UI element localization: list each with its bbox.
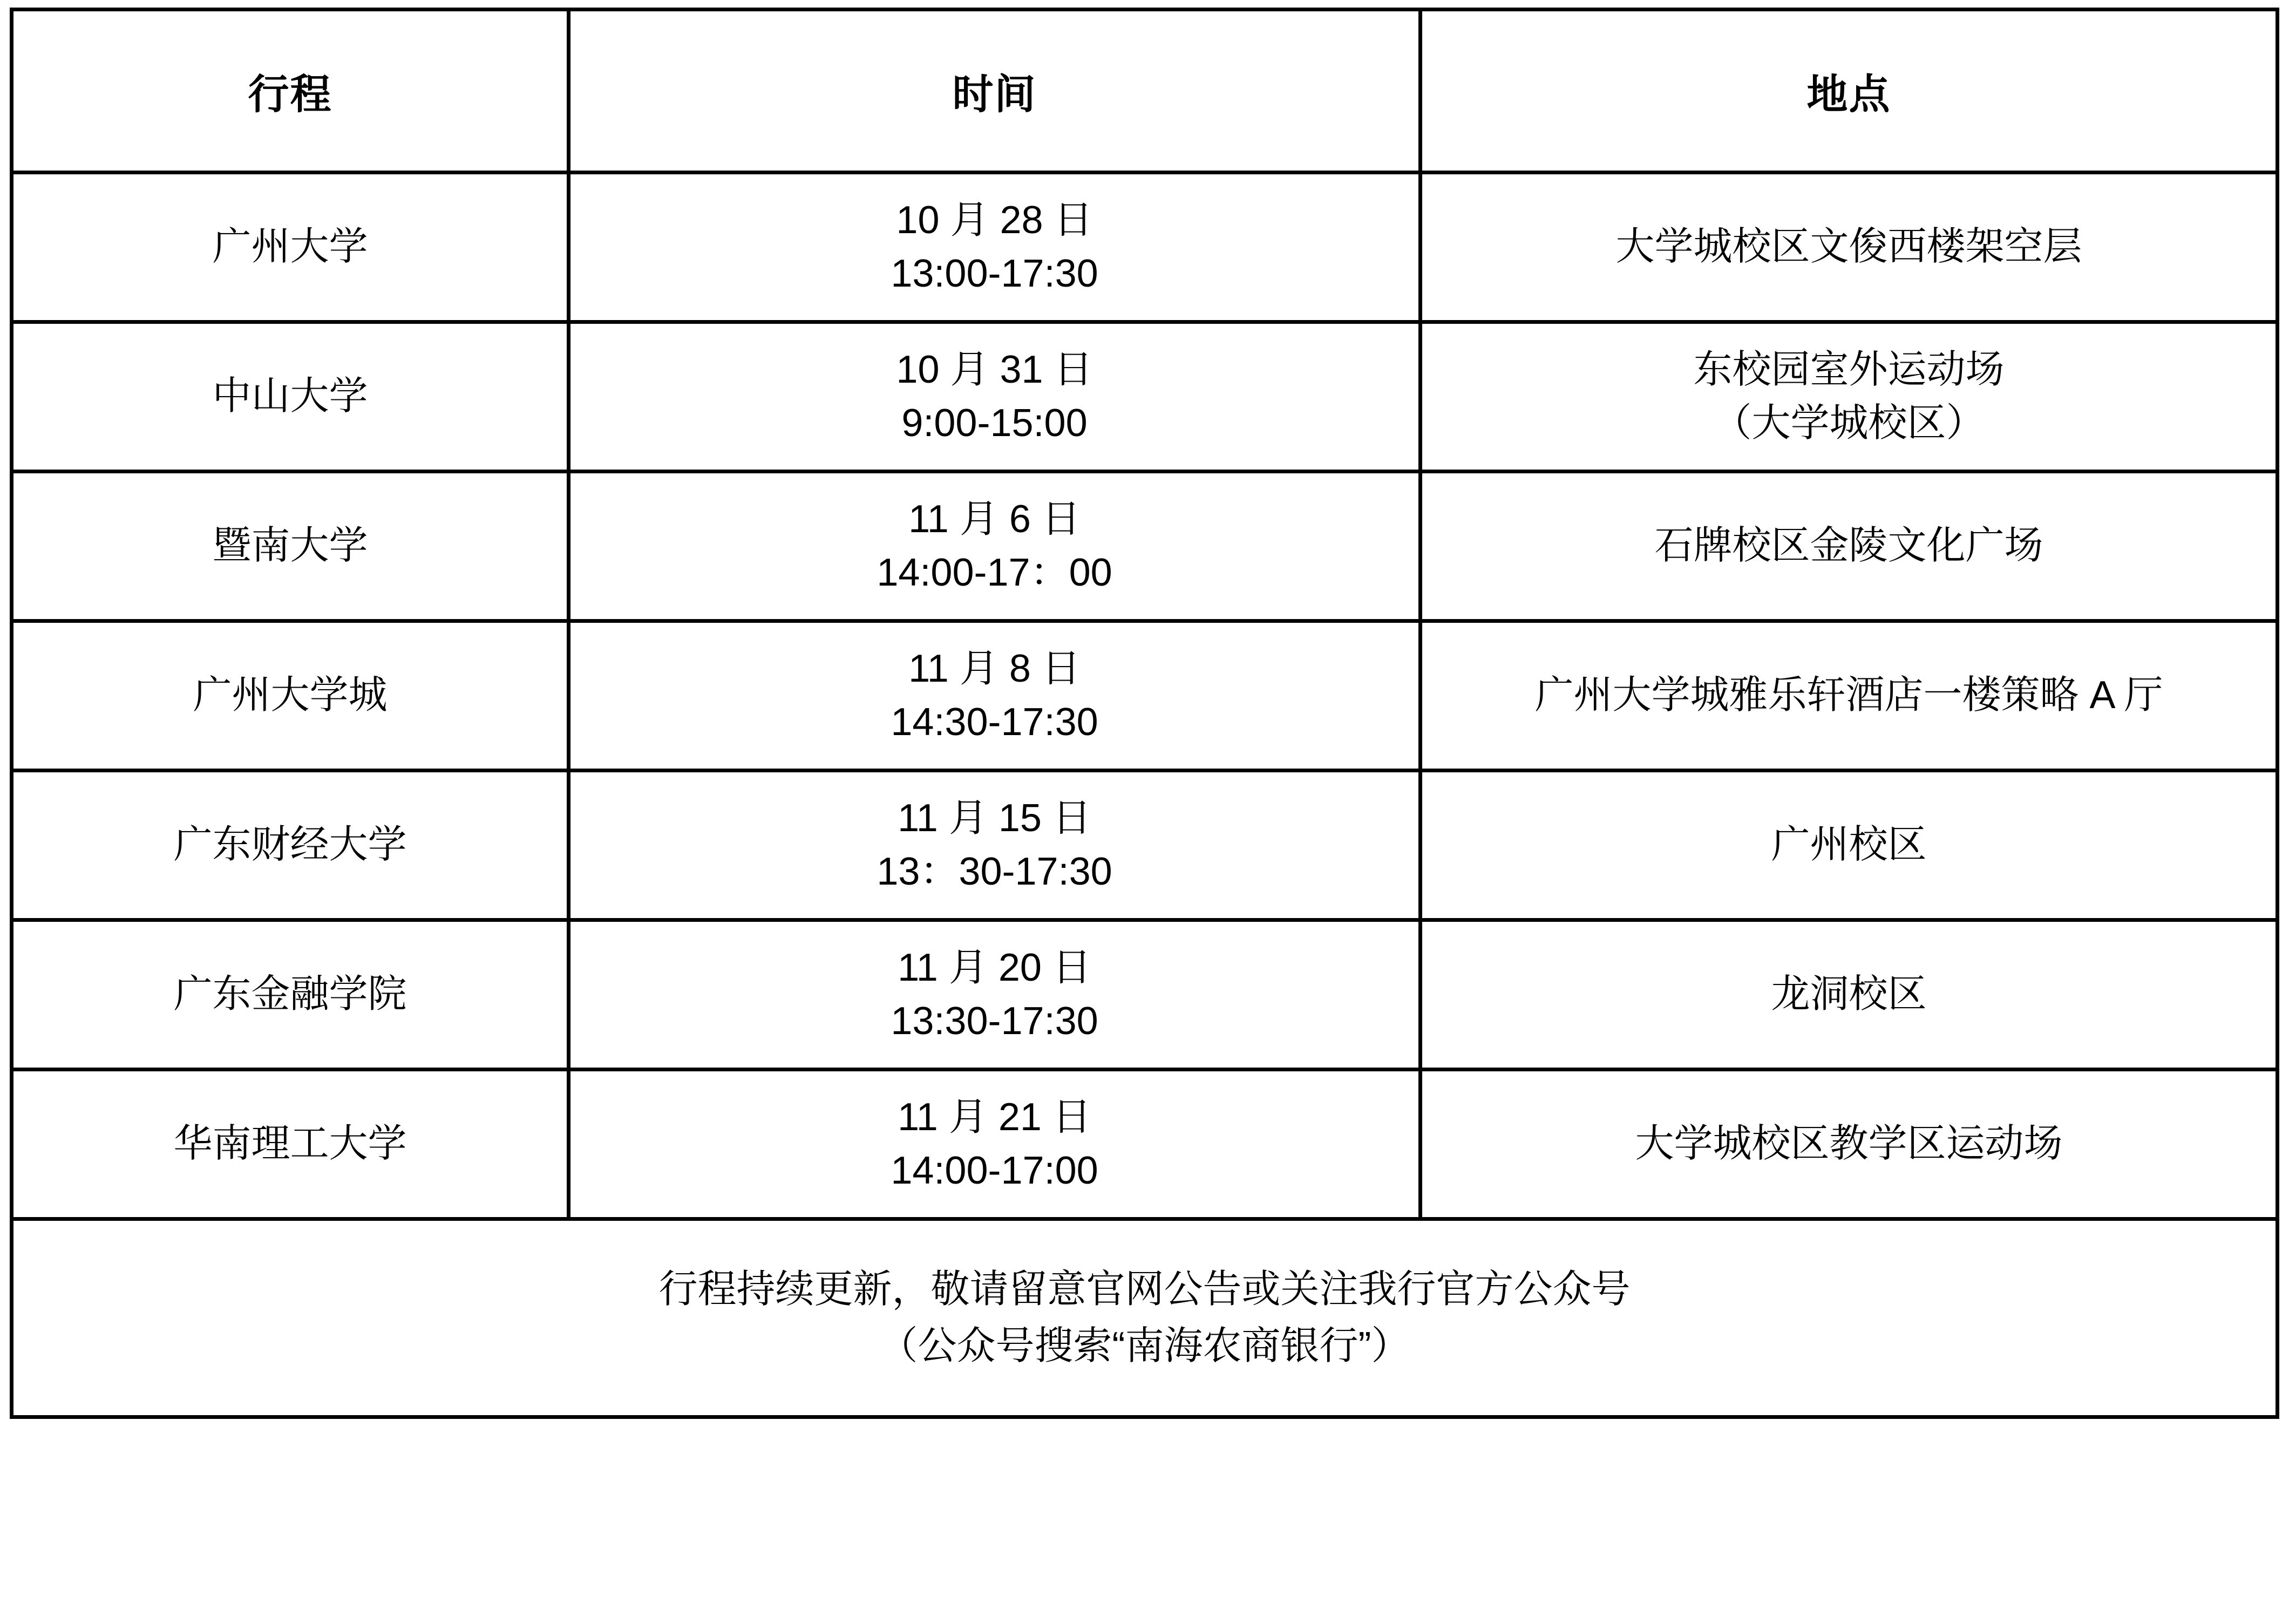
cell-place <box>1421 322 2278 472</box>
cell-place <box>1421 771 2278 920</box>
cell-time-hours: 14:00-17：00 <box>877 551 1112 594</box>
cell-time <box>569 173 1421 322</box>
cell-time-date: 11 月 8 日 <box>908 647 1081 690</box>
cell-time <box>569 621 1421 771</box>
cell-place-line1: 石牌校区金陵文化广场 <box>1654 524 2043 568</box>
cell-place <box>1421 1070 2278 1219</box>
table-row <box>12 621 2278 771</box>
cell-time-date: 11 月 21 日 <box>898 1095 1091 1139</box>
cell-time-hours: 13:00-17:30 <box>891 252 1098 295</box>
cell-time <box>569 920 1421 1070</box>
column-header-place: 地点 <box>1421 10 2278 173</box>
cell-place <box>1421 173 2278 322</box>
cell-place-line1: 龙洞校区 <box>1771 973 1927 1016</box>
cell-time-hours: 14:30-17:30 <box>891 701 1098 744</box>
cell-time-hours: 13：30-17:30 <box>877 850 1112 893</box>
table-row <box>12 1070 2278 1219</box>
footer-note-line2: （公众号搜索“南海农商银行”） <box>879 1324 1410 1368</box>
cell-place-line1: 东校园室外运动场 <box>1693 348 2005 391</box>
cell-place-line2: （大学城校区） <box>1713 402 1985 445</box>
cell-trip: 广东财经大学 <box>12 771 569 920</box>
cell-time <box>569 322 1421 472</box>
cell-time-date: 10 月 28 日 <box>896 198 1093 242</box>
cell-time <box>569 472 1421 621</box>
column-header-time: 时间 <box>569 10 1421 173</box>
cell-place <box>1421 621 2278 771</box>
table-row <box>12 322 2278 472</box>
cell-trip: 广州大学城 <box>12 621 569 771</box>
cell-time-date: 11 月 20 日 <box>898 946 1091 989</box>
cell-time-date: 11 月 6 日 <box>908 497 1081 541</box>
cell-time-date: 10 月 31 日 <box>896 348 1093 391</box>
footer-note <box>12 1219 2278 1417</box>
cell-place <box>1421 472 2278 621</box>
cell-place-line1: 广州大学城雅乐轩酒店一楼策略 A 厅 <box>1534 674 2163 717</box>
cell-trip: 广州大学 <box>12 173 569 322</box>
schedule-table <box>10 8 2279 1419</box>
table-footer-row <box>12 1219 2278 1417</box>
table-row <box>12 920 2278 1070</box>
table-row <box>12 472 2278 621</box>
table-row <box>12 771 2278 920</box>
table-header-row <box>12 10 2278 173</box>
cell-time <box>569 771 1421 920</box>
cell-trip: 暨南大学 <box>12 472 569 621</box>
cell-time-hours: 13:30-17:30 <box>891 1000 1098 1043</box>
cell-place-line1: 广州校区 <box>1771 823 1927 867</box>
cell-place <box>1421 920 2278 1070</box>
footer-note-line1: 行程持续更新，敬请留意官网公告或关注我行官方公众号 <box>658 1267 1631 1311</box>
table-row <box>12 173 2278 322</box>
cell-time-hours: 14:00-17:00 <box>891 1149 1098 1192</box>
column-header-trip: 行程 <box>12 10 569 173</box>
cell-time-date: 11 月 15 日 <box>898 796 1091 840</box>
cell-trip: 中山大学 <box>12 322 569 472</box>
cell-time-hours: 9:00-15:00 <box>901 402 1088 445</box>
cell-trip: 华南理工大学 <box>12 1070 569 1219</box>
cell-place-line1: 大学城校区文俊西楼架空层 <box>1615 225 2082 269</box>
cell-trip: 广东金融学院 <box>12 920 569 1070</box>
cell-time <box>569 1070 1421 1219</box>
cell-place-line1: 大学城校区教学区运动场 <box>1635 1122 2063 1166</box>
